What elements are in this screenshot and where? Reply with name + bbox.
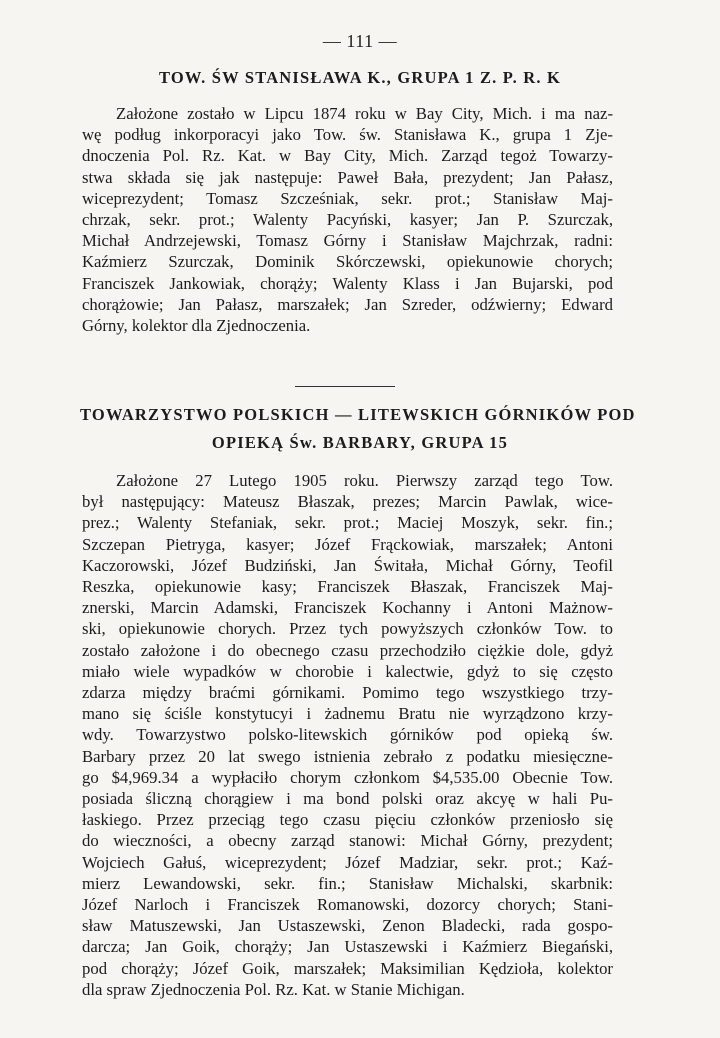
text-line: wę podług inkorporacyi jako Tow. św. Stanisława K., grupa 1 Zje-: [82, 125, 613, 145]
text-line: dnoczenia Pol. Rz. Kat. w Bay City, Mich. Zarząd tegoż Towarzy-: [82, 146, 613, 166]
text-line: Józef Narloch i Franciszek Romanowski, dozorcy chorych; Stani-: [82, 895, 613, 915]
text-line: wiceprezydent; Tomasz Szcześniak, sekr. prot.; Stanisław Maj-: [82, 188, 613, 208]
text-line: Reszka, opiekunowie kasy; Franciszek Błaszak, Franciszek Maj-: [82, 577, 613, 597]
text-line: Barbary przez 20 lat swego istnienia zebrało z podatku miesięczne-: [82, 746, 613, 766]
text-line: Założone zostało w Lipcu 1874 roku w Bay City, Mich. i ma naz-: [116, 104, 613, 123]
section-2-heading-line-2: OPIEKĄ Św. BARBARY, GRUPA 15: [211, 433, 509, 452]
text-line: był następujący: Mateusz Błaszak, prezes; Marcin Pawlak, wice-: [82, 492, 613, 512]
text-line: Wojciech Gałuś, wiceprezydent; Józef Madziar, sekr. prot.; Kaź-: [82, 852, 613, 872]
text-line: Kaźmierz Szurczak, Dominik Skórczewski, opiekunowie chorych;: [82, 252, 613, 272]
text-line: mano się ściśle konstytucyi i żadnemu Bratu nie wyrządzono krzy-: [82, 704, 613, 724]
text-line: dla spraw Zjednoczenia Pol. Rz. Kat. w Stanie Michigan.: [82, 979, 465, 999]
text-line: do wieczności, a obecny zarząd stanowi: Michał Górny, prezydent;: [82, 831, 613, 851]
section-1-body: [82, 103, 613, 336]
text-line: darcza; Jan Goik, chorąży; Jan Ustaszewski i Kaźmierz Biegański,: [82, 937, 613, 957]
text-line: Szczepan Pietryga, kasyer; Józef Frąckowiak, marszałek; Antoni: [82, 534, 613, 554]
text-line: Franciszek Jankowiak, chorąży; Walenty Klass i Jan Bujarski, pod: [82, 273, 613, 293]
section-2-body: [82, 470, 613, 1000]
text-line: wdy. Towarzystwo polsko-litewskich górników pod opieką św.: [82, 725, 613, 745]
text-line: zdarza między braćmi górnikami. Pomimo tego wszystkiego trzy-: [82, 683, 613, 703]
text-line: łaskiego. Przez przeciąg tego czasu pięciu członków przeniosło się: [82, 810, 613, 830]
text-line: Kaczorowski, Józef Budziński, Jan Świtała, Michał Górny, Teofil: [82, 555, 613, 575]
text-line: sław Matuszewski, Jan Ustaszewski, Zenon Bladecki, rada gospo-: [82, 916, 613, 936]
text-line: go $4,969.34 a wypłaciło chorym członkom $4,535.00 Obecnie Tow.: [82, 767, 613, 787]
text-line: miało wiele wypadków w chorobie i kalectwie, gdyż to się często: [82, 661, 613, 681]
text-line: prez.; Walenty Stefaniak, sekr. prot.; Maciej Moszyk, sekr. fin.;: [82, 513, 613, 533]
text-line: ski, opiekunowie chorych. Przez tych powyższych członków Tow. to: [82, 619, 613, 639]
text-line: Michał Andrzejewski, Tomasz Górny i Stanisław Majchrzak, radni:: [82, 231, 613, 251]
page-number: — 111 —: [322, 31, 398, 51]
text-line: znerski, Marcin Adamski, Franciszek Kochanny i Antoni Mażnow-: [82, 598, 613, 618]
text-line: Górny, kolektor dla Zjednoczenia.: [82, 316, 311, 336]
text-line: zostało założone i do obecnego czasu przechodziło ciężkie dole, gdyż: [82, 640, 613, 660]
section-divider: [295, 386, 395, 387]
text-line: mierz Lewandowski, sekr. fin.; Stanisław Michalski, skarbnik:: [82, 873, 613, 893]
text-line: chrzak, sekr. prot.; Walenty Pacyński, kasyer; Jan P. Szurczak,: [82, 210, 613, 230]
text-line: chorążowie; Jan Pałasz, marszałek; Jan Szreder, odźwierny; Edward: [82, 294, 613, 314]
text-line: stwa składa się jak następuje: Paweł Bała, prezydent; Jan Pałasz,: [82, 167, 613, 187]
text-line: posiada śliczną chorągiew i ma bond polski oraz akcyę w hali Pu-: [82, 789, 613, 809]
text-line: pod chorąży; Józef Goik, marszałek; Maksimilian Kędzioła, kolektor: [82, 958, 613, 978]
section-2-heading-line-1: TOWARZYSTWO POLSKICH — LITEWSKICH GÓRNIKÓW POD: [80, 405, 636, 424]
text-line: Założone 27 Lutego 1905 roku. Pierwszy zarząd tego Tow.: [116, 471, 613, 490]
section-1-heading: TOW. ŚW STANISŁAWA K., GRUPA 1 Z. P. R. K: [158, 68, 562, 87]
